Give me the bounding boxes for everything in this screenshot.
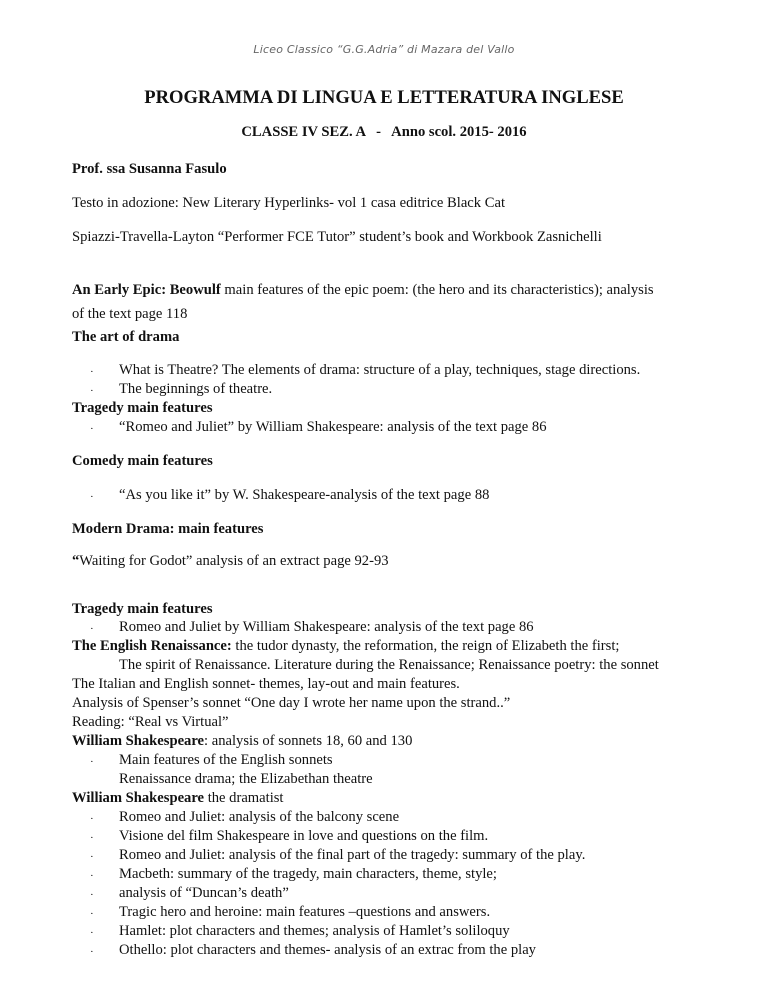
beowulf-text: main features of the epic poem: (the hero and its characteristics); analysis: [220, 282, 654, 298]
renaissance-text: the tudor dynasty, the reformation, the reign of Elizabeth the first;: [231, 638, 620, 654]
bullet-mark: ·: [90, 908, 94, 920]
tragedy-heading: Tragedy main features: [72, 400, 213, 416]
bullet-mark: ·: [90, 491, 94, 503]
list-item: Visione del film Shakespeare in love and questions on the film.: [119, 828, 489, 844]
class-year-line: CLASSE IV SEZ. A - Anno scol. 2015- 2016: [241, 124, 527, 140]
list-item: Tragic hero and heroine: main features –questions and answers.: [119, 904, 491, 920]
renaissance-heading: The English Renaissance:: [72, 638, 232, 654]
textbook-line: Testo in adozione: New Literary Hyperlinks- vol 1 casa editrice Black Cat: [72, 195, 505, 211]
renaissance-line4: Analysis of Spenser’s sonnet “One day I wrote her name upon the strand..”: [72, 695, 511, 711]
modern-drama-heading: Modern Drama: main features: [72, 521, 264, 537]
bullet-mark: ·: [90, 946, 94, 958]
list-item: Romeo and Juliet: analysis of the balcony scene: [119, 809, 400, 825]
bullet-mark: ·: [90, 870, 94, 882]
list-item: analysis of “Duncan’s death”: [119, 885, 289, 901]
bullet-mark: ·: [90, 851, 94, 863]
renaissance-line2: The spirit of Renaissance. Literature during the Renaissance; Renaissance poetry: the sonnet: [119, 657, 659, 673]
list-item: “Romeo and Juliet” by William Shakespeare: analysis of the text page 86: [119, 419, 547, 435]
bullet-mark: ·: [90, 813, 94, 825]
bullet-mark: ·: [90, 366, 94, 378]
shakespeare-sonnets-text: : analysis of sonnets 18, 60 and 130: [204, 733, 413, 749]
renaissance-paragraph: [72, 638, 619, 655]
shakespeare-heading-2: William Shakespeare: [72, 790, 205, 806]
modern-drama-item: Waiting for Godot” analysis of an extract page 92-93: [79, 553, 389, 569]
page-header: Liceo Classico “G.G.Adria” di Mazara del Vallo: [253, 43, 515, 56]
comedy-heading: Comedy main features: [72, 453, 213, 469]
list-item: Macbeth: summary of the tragedy, main characters, theme, style;: [119, 866, 497, 882]
beowulf-text-line2: of the text page 118: [72, 306, 188, 322]
list-item: Main features of the English sonnets: [119, 752, 333, 768]
beowulf-heading: An Early Epic: Beowulf: [72, 282, 221, 298]
list-item: What is Theatre? The elements of drama: structure of a play, techniques, stage directions.: [119, 362, 641, 378]
list-item: “As you like it” by W. Shakespeare-analysis of the text page 88: [119, 487, 490, 503]
list-item: Hamlet: plot characters and themes; analysis of Hamlet’s soliloquy: [119, 923, 510, 939]
renaissance-drama-line: Renaissance drama; the Elizabethan theatre: [119, 771, 373, 787]
shakespeare-sonnets-line: [72, 733, 412, 750]
list-item: Othello: plot characters and themes- analysis of an extrac from the play: [119, 942, 536, 958]
bullet-mark: ·: [90, 927, 94, 939]
shakespeare-dramatist-text: the dramatist: [204, 790, 284, 806]
teacher-name: Prof. ssa Susanna Fasulo: [72, 161, 227, 177]
quote-mark: “: [72, 553, 80, 569]
bullet-mark: ·: [90, 385, 94, 397]
drama-heading: The art of drama: [72, 329, 180, 345]
list-item: Romeo and Juliet: analysis of the final part of the tragedy: summary of the play.: [119, 847, 586, 863]
beowulf-paragraph: [72, 282, 654, 299]
shakespeare-dramatist-line: [72, 790, 283, 807]
textbook-line-2: Spiazzi-Travella-Layton “Performer FCE Tutor” student’s book and Workbook Zasnichelli: [72, 229, 602, 245]
bullet-mark: ·: [90, 423, 94, 435]
list-item: Romeo and Juliet by William Shakespeare: analysis of the text page 86: [119, 619, 534, 635]
renaissance-line5: Reading: “Real vs Virtual”: [72, 714, 229, 730]
tragedy-heading-2: Tragedy main features: [72, 601, 213, 617]
renaissance-line3: The Italian and English sonnet- themes, lay-out and main features.: [72, 676, 460, 692]
list-item: The beginnings of theatre.: [119, 381, 273, 397]
bullet-mark: ·: [90, 756, 94, 768]
shakespeare-heading: William Shakespeare: [72, 733, 205, 749]
bullet-mark: ·: [90, 889, 94, 901]
modern-drama-text: [72, 553, 389, 570]
bullet-mark: ·: [90, 832, 94, 844]
document-title: PROGRAMMA DI LINGUA E LETTERATURA INGLESE: [144, 87, 624, 108]
bullet-mark: ·: [90, 623, 94, 635]
